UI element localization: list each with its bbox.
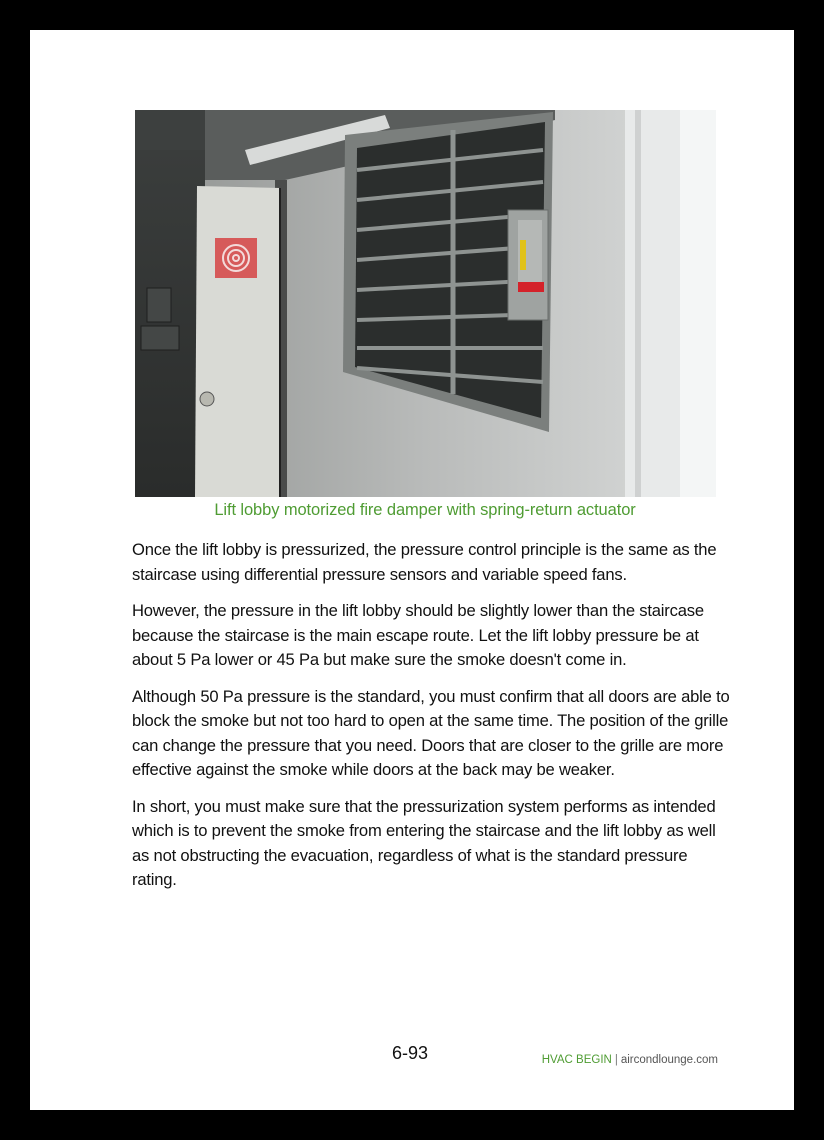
fire-damper-photo xyxy=(135,110,716,497)
site-link[interactable]: aircondlounge.com xyxy=(620,1054,718,1066)
paragraph: In short, you must make sure that the pressurization system performs as intended which is to prevent the smoke from entering the staircase and the lift lobby as well as not obstructing the evacuation, regardless of what is the standard pressure rating. xyxy=(132,796,716,889)
footer-separator: | xyxy=(614,1054,618,1066)
photo-illustration xyxy=(135,110,716,497)
body-text xyxy=(132,538,732,905)
page-number: 6-93 xyxy=(392,1043,429,1063)
paragraph: Once the lift lobby is pressurized, the pressure control principle is the same as the staircase using differential pressure sensors and variable speed fans. xyxy=(132,540,717,584)
document-page xyxy=(30,30,794,1110)
footer-brand xyxy=(542,1054,718,1066)
paragraph: Although 50 Pa pressure is the standard, you must confirm that all doors are able to block the smoke but not too hard to open at the same time. The position of the grille can change the pressure that you need. Doors that are closer to the grille are more effective against the smoke while doors at the back may be weaker. xyxy=(132,686,730,779)
brand-name: HVAC BEGIN xyxy=(541,1054,612,1066)
figure-caption: Lift lobby motorized fire damper with spring-return actuator xyxy=(214,501,636,519)
paragraph: However, the pressure in the lift lobby should be slightly lower than the staircase because the staircase is the main escape route. Let the lift lobby pressure be at about 5 Pa lower or 45 Pa but make sure the smoke doesn't come in. xyxy=(132,601,704,669)
